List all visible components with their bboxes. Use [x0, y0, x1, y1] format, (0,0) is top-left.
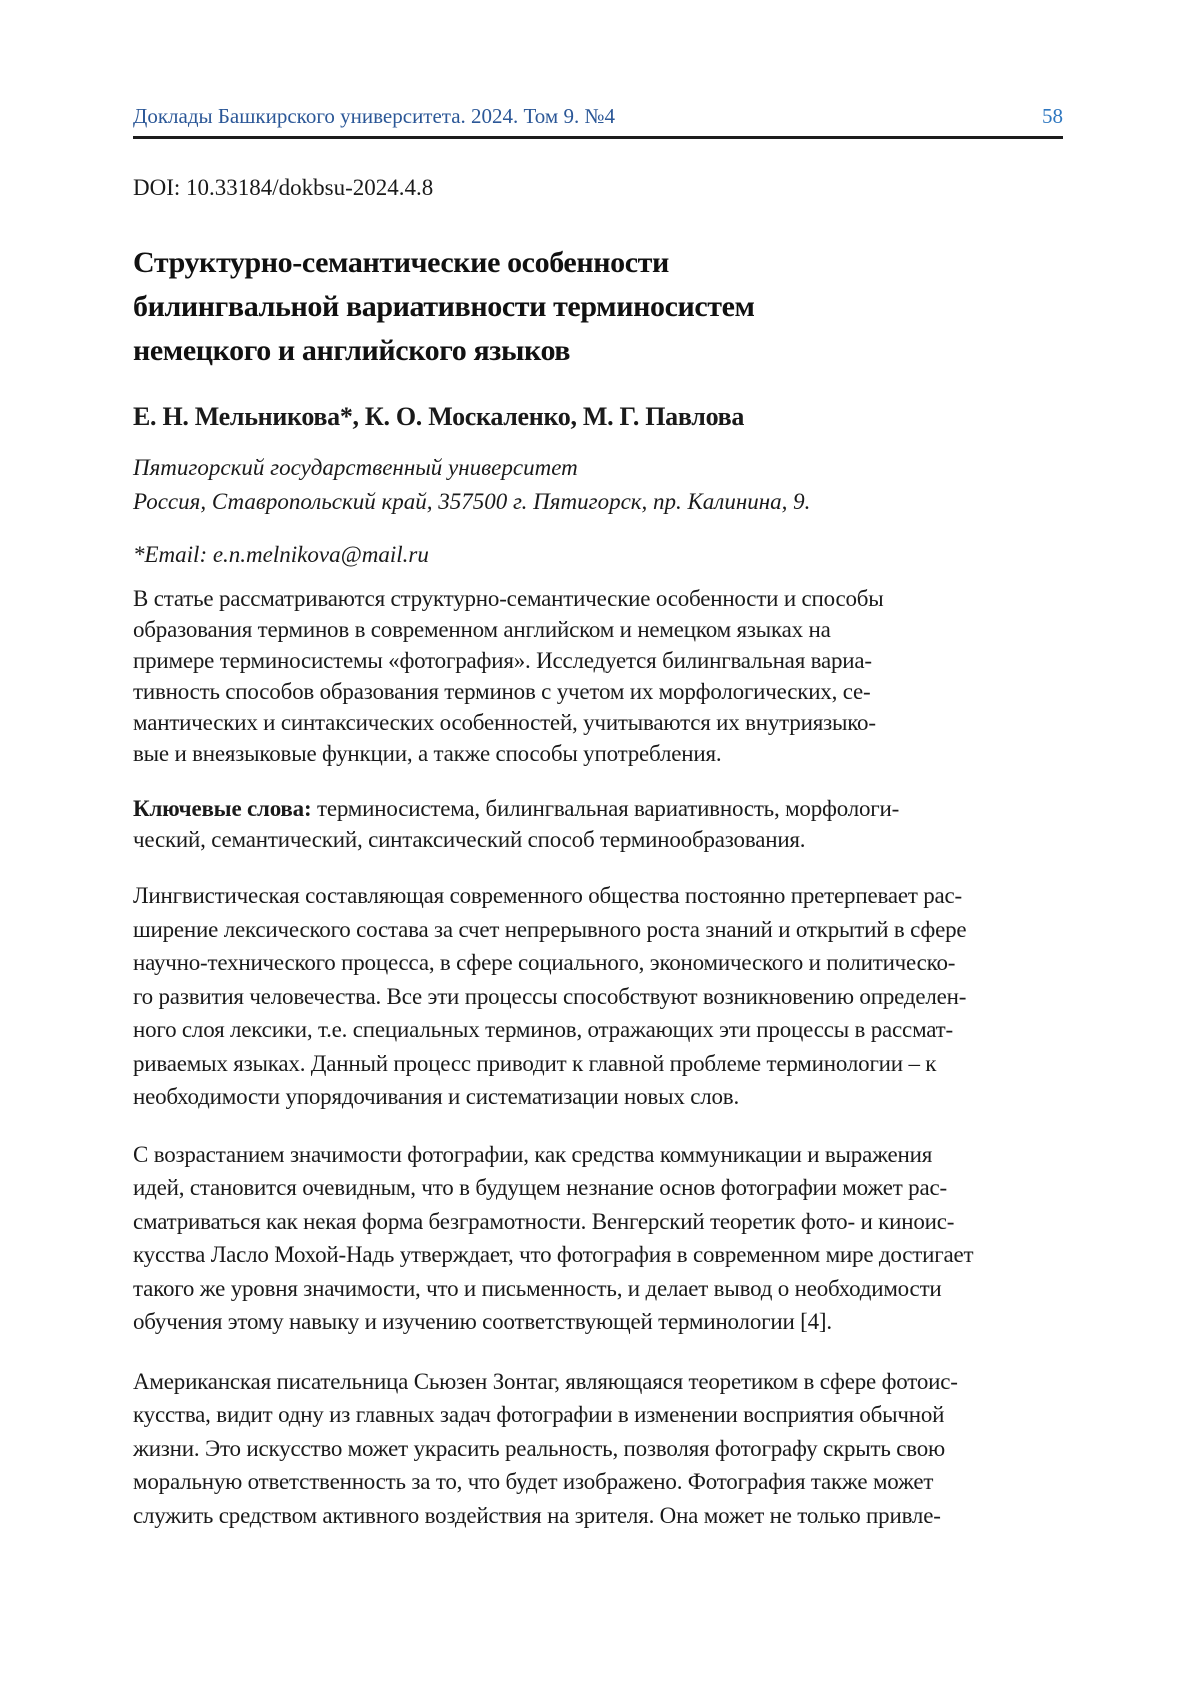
keywords-text: терминосистема, билингвальная вариативность, морфологи- ческий, семантический, синтаксический способ терминообразования. — [133, 796, 900, 852]
header-divider — [133, 136, 1063, 139]
journal-title: Доклады Башкирского университета. 2024. Том 9. №4 — [133, 104, 615, 128]
article-authors: Е. Н. Мельникова*, К. О. Москаленко, М. Г. Павлова — [133, 402, 745, 431]
body-paragraph: Американская писательница Сьюзен Зонтаг, являющаяся теоретиком в сфере фотоис- кусства, видит одну из главных задач фотографии в изменении восприятия обычной жизни. Это искусство может украсить реальность, позволяя фотографу скрыть свою моральную ответственность за то, что будет изображено. Фотография также может служить средством активного воздействия на зрителя. Она может не только привле- — [133, 1368, 958, 1528]
page-number: 58 — [1042, 104, 1063, 128]
running-header — [133, 0, 1063, 130]
article-email: *Email: e.n.melnikova@mail.ru — [133, 542, 429, 567]
body-paragraph: Лингвистическая составляющая современного общества постоянно претерпевает рас- ширение лексического состава за счет непрерывного роста знаний и открытий в сфере научно-технического процесса, в сфере социального, экономического и политическо- го развития человечества. Все эти процессы способствуют возникновению определен- ного слоя лексики, т.е. специальных терминов, отражающих эти процессы в рассмат- риваемых языках. Данный процесс приводит к главной проблеме терминологии – к необходимости упорядочивания и систематизации новых слов. — [133, 883, 967, 1109]
abstract-text: В статье рассматриваются структурно-семантические особенности и способы образования терминов в современном английском и немецком языках на примере терминосистемы «фотография». Исследуется билингвальная вариа- тивность способов образования терминов с учетом их морфологических, се- мантических и синтаксических особенностей, учитываются их внутриязыко- вые и внеязыковые функции, а также способы употребления. — [133, 586, 884, 766]
article-affiliation: Пятигорский государственный университет Россия, Ставропольский край, 357500 г. Пятигорск, пр. Калинина, 9. — [133, 455, 811, 514]
page-content — [133, 0, 1063, 1532]
body-paragraph: С возрастанием значимости фотографии, как средства коммуникации и выражения идей, становится очевидным, что в будущем незнание основ фотографии может рас- сматриваться как некая форма безграмотности. Венгерский теоретик фото- и киноис- кусства Ласло Мохой-Надь утверждает, что фотография в современном мире достигает такого же уровня значимости, что и письменность, и делает вывод о необходимости обучения этому навыку и изучению соответствующей терминологии [4]. — [133, 1141, 974, 1334]
doi-line: DOI: 10.33184/dokbsu-2024.4.8 — [133, 175, 434, 200]
article-title: Структурно-семантические особенности билингвальной вариативности терминосистем немецкого и английского языков — [133, 246, 755, 367]
keywords-line — [133, 793, 1063, 855]
keywords-label: Ключевые слова: — [133, 796, 312, 821]
